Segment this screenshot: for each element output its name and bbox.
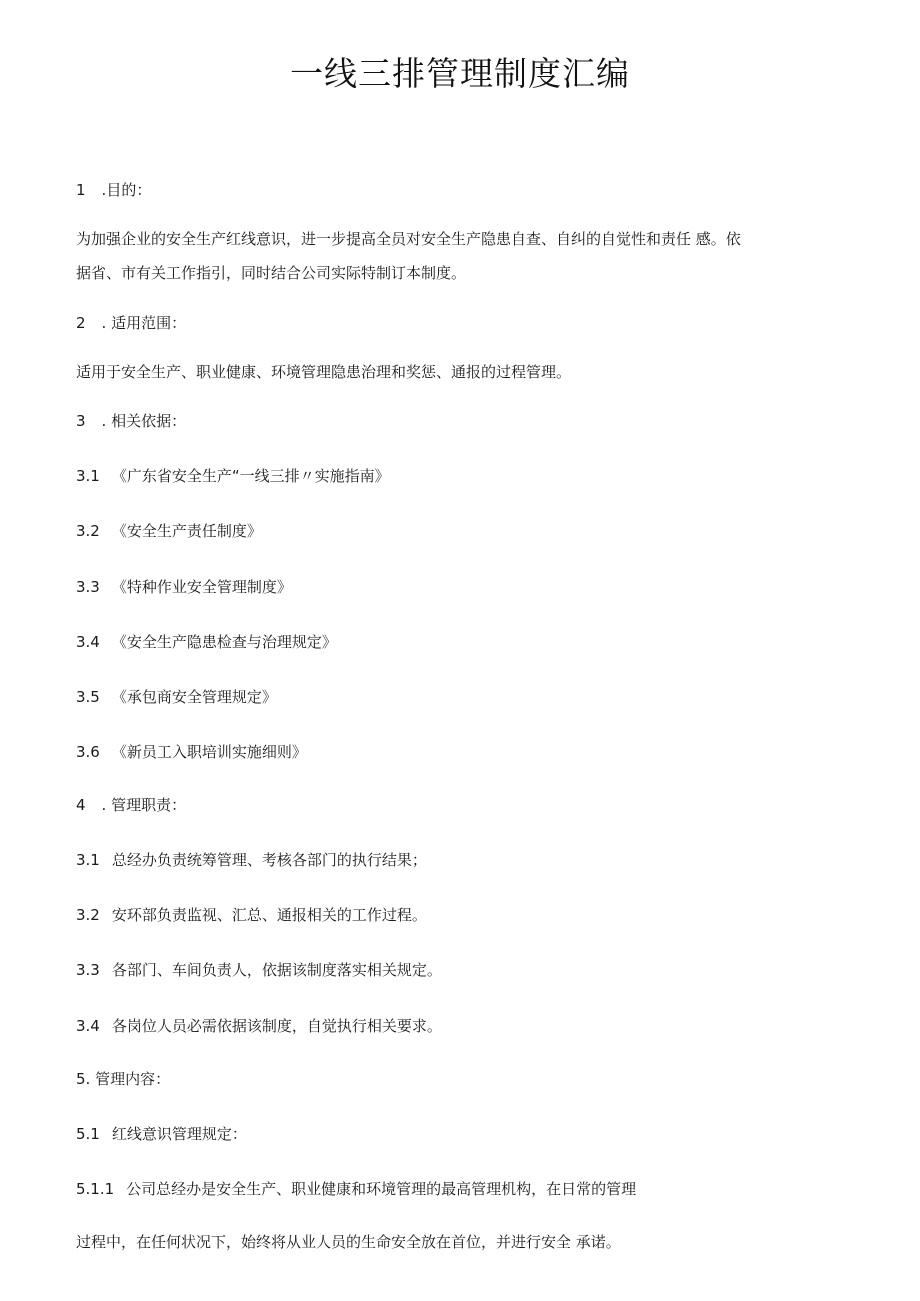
list-item: [76, 960, 840, 980]
item-number: 3.3: [76, 578, 100, 596]
item-number: 3.5: [76, 688, 100, 706]
paragraph-purpose-line-1: 为加强企业的安全生产红线意识，进一步提高全员对安全生产隐患自查、自纠的自觉性和责任 感。依: [76, 230, 741, 248]
list-item: [76, 577, 840, 597]
section-2-heading: [76, 313, 840, 333]
item-number: 5.1: [76, 1125, 100, 1143]
section-label: . 适用范围：: [101, 314, 187, 332]
item-text: 《特种作业安全管理制度》: [111, 578, 292, 596]
section-5-heading: 5. 管理内容：: [76, 1070, 171, 1088]
item-number: 3.3: [76, 961, 100, 979]
item-text: 安环部负责监视、汇总、通报相关的工作过程。: [111, 906, 427, 924]
section-4-heading: [76, 795, 840, 815]
list-item: [76, 742, 840, 762]
item-text: 各部门、车间负责人，依据该制度落实相关规定。: [111, 961, 442, 979]
paragraph-scope: 适用于安全生产、职业健康、环境管理隐患治理和奖惩、通报的过程管理。: [76, 363, 572, 381]
item-text: 公司总经办是安全生产、职业健康和环境管理的最高管理机构，在日常的管理: [126, 1180, 637, 1198]
list-item: [76, 850, 840, 870]
item-number: 3.6: [76, 743, 100, 761]
item-number: 3.4: [76, 633, 100, 651]
section-3-heading: [76, 411, 840, 431]
section-number: 4: [76, 796, 86, 814]
item-number: 3.2: [76, 522, 100, 540]
item-text: 总经办负责统筹管理、考核各部门的执行结果；: [111, 851, 427, 869]
item-text: 各岗位人员必需依据该制度，自觉执行相关要求。: [111, 1017, 442, 1035]
item-number: 3.1: [76, 467, 100, 485]
item-number: 3.1: [76, 851, 100, 869]
clause-line-2: 过程中，在任何状况下，始终将从业人员的生命安全放在首位，并进行安全 承诺。: [76, 1233, 621, 1251]
section-number: 3: [76, 412, 86, 430]
section-number: 1: [76, 181, 86, 199]
item-number: 3.2: [76, 906, 100, 924]
item-text: 《广东省安全生产“一线三排〃实施指南》: [111, 467, 390, 485]
list-item: [76, 521, 840, 541]
section-1-heading: [76, 180, 840, 200]
paragraph-purpose-line-2: 据省、市有关工作指引，同时结合公司实际特制订本制度。: [76, 264, 467, 282]
page-title: 一线三排管理制度汇编: [290, 54, 630, 93]
clause-line-1: [76, 1179, 840, 1199]
subsection-heading: [76, 1124, 840, 1144]
list-item: [76, 905, 840, 925]
item-text: 《承包商安全管理规定》: [111, 688, 277, 706]
item-text: 《安全生产责任制度》: [111, 522, 262, 540]
list-item: [76, 687, 840, 707]
item-text: 红线意识管理规定：: [111, 1125, 247, 1143]
item-text: 《安全生产隐患检查与治理规定》: [111, 633, 337, 651]
section-number: 2: [76, 314, 86, 332]
list-item: [76, 466, 840, 486]
item-number: 5.1.1: [76, 1180, 115, 1198]
list-item: [76, 632, 840, 652]
section-label: . 相关依据：: [101, 412, 187, 430]
item-text: 《新员工入职培训实施细则》: [111, 743, 307, 761]
section-label: .目的：: [101, 181, 152, 199]
item-number: 3.4: [76, 1017, 100, 1035]
section-label: . 管理职责：: [101, 796, 187, 814]
list-item: [76, 1016, 840, 1036]
